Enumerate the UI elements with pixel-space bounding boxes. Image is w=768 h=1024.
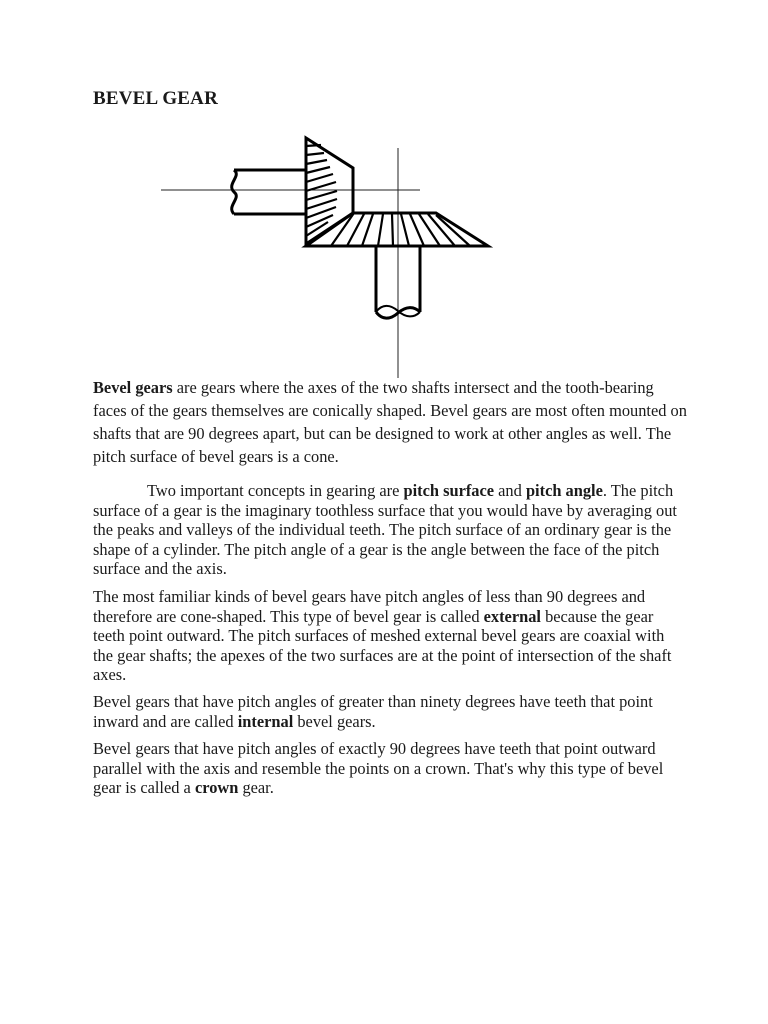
term-external: external xyxy=(483,606,541,626)
paragraph-text: Bevel gears that have pitch angles of exactly 90 degrees have teeth that point outward parallel with the axis and resemble the points on a crown. That's why this type of bevel gear is called a xyxy=(93,739,664,798)
paragraph-text: The most familiar kinds of bevel gears have pitch angles of less than 90 degrees and therefore are cone-shaped. This type of bevel gear is called xyxy=(93,587,646,626)
term-pitch-angle: pitch angle xyxy=(525,481,603,500)
page-title: BEVEL GEAR xyxy=(93,88,219,109)
paragraph-text: bevel gears. xyxy=(293,711,376,731)
paragraph-text: gear. xyxy=(238,778,274,798)
center-lines xyxy=(161,148,420,378)
paragraph-text: . xyxy=(334,447,339,466)
paragraph-pitch-concepts xyxy=(93,481,687,579)
paragraph-text: because the gear teeth point outward. The pitch surfaces of meshed external bevel gears are coaxial with the gear shafts; the apexes of the two surfaces are at the point of intersection of the shaft axes. xyxy=(93,606,672,685)
paragraph-definition xyxy=(93,376,687,468)
link-cone[interactable]: cone xyxy=(303,447,335,466)
term-pitch-surface: pitch surface xyxy=(403,481,495,500)
term-bevel-gears: Bevel gears xyxy=(93,378,173,397)
paragraph-internal xyxy=(93,692,687,731)
paragraph-text: . The pitch surface of a gear is the imaginary toothless surface that you would have by averaging out the peaks and valleys of the individual teeth. The pitch surface of an ordinary gear is the shape of a cylinder. The pitch angle of a gear is the angle between the face of the pitch surface and the axis. xyxy=(93,481,677,579)
paragraph-text: and xyxy=(494,481,526,500)
term-crown: crown xyxy=(194,778,239,798)
paragraph-text: Bevel gears that have pitch angles of greater than ninety degrees have teeth that point inward and are called xyxy=(93,692,653,731)
term-internal: internal xyxy=(237,711,294,731)
paragraph-text: are gears where the axes of the two shafts intersect and the tooth-bearing faces of the gears themselves are conically shaped. Bevel gears are most often mounted on shafts that are 90 degrees apart, but can be designed to work at other angles as well. The pitch surface of bevel gears is a xyxy=(93,378,687,466)
paragraph-crown xyxy=(93,739,687,798)
horizontal-shaft xyxy=(232,170,306,214)
paragraph-text: Two important concepts in gearing are xyxy=(147,481,404,500)
paragraph-external xyxy=(93,587,687,685)
driven-bevel-gear xyxy=(306,213,488,246)
